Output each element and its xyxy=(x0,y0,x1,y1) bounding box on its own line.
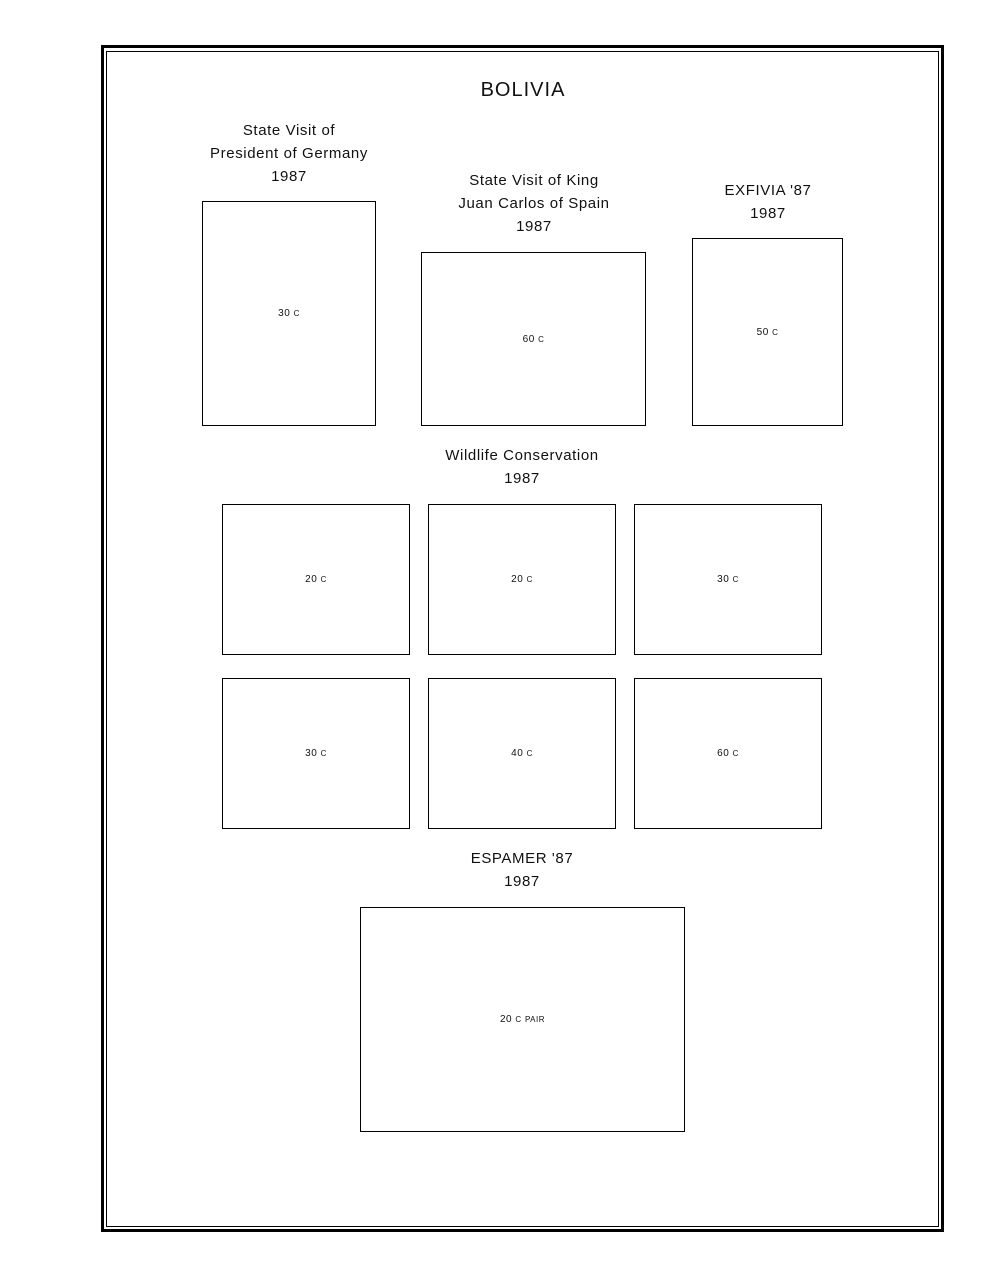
stamp-denomination: 30 C xyxy=(717,574,739,585)
stamp-denomination: 20 C xyxy=(305,574,327,585)
issue-title-line: State Visit of xyxy=(242,122,336,139)
issue-title-line: President of Germany xyxy=(210,145,368,162)
stamp-space xyxy=(222,678,410,829)
stamp-denomination: 60 C xyxy=(522,333,545,345)
issue-title-wildlife xyxy=(412,444,632,490)
page-title: BOLIVIA xyxy=(480,79,566,101)
issue-title-germany xyxy=(189,119,389,188)
issue-title-line: EXFIVIA '87 xyxy=(724,182,812,199)
stamp-space xyxy=(360,907,685,1132)
stamp-denomination: 50 C xyxy=(756,326,779,338)
issue-title-line: State Visit of King xyxy=(469,172,599,189)
stamp-space xyxy=(421,252,646,426)
issue-title-spain xyxy=(424,169,644,238)
stamp-denomination: 40 C xyxy=(511,748,533,759)
stamp-space xyxy=(428,504,616,655)
stamp-denomination: 20 C xyxy=(511,574,533,585)
issue-title-espamer xyxy=(432,847,612,893)
issue-title-line: 1987 xyxy=(516,218,552,235)
stamp-denomination: 20 C PAIR xyxy=(499,1014,546,1025)
stamp-denomination: 30 C xyxy=(305,748,327,759)
issue-title-line: 1987 xyxy=(504,873,540,890)
issue-title-line: Wildlife Conservation xyxy=(445,447,599,464)
stamp-space xyxy=(634,678,822,829)
issue-title-line: 1987 xyxy=(750,205,786,222)
stamp-space xyxy=(428,678,616,829)
issue-title-line: 1987 xyxy=(504,470,540,487)
stamp-space xyxy=(692,238,843,426)
issue-title-exfivia xyxy=(688,179,848,225)
stamp-space xyxy=(634,504,822,655)
issue-title-line: Juan Carlos of Spain xyxy=(458,195,610,212)
issue-title-line: ESPAMER '87 xyxy=(470,850,574,867)
stamp-space xyxy=(202,201,376,426)
stamp-space xyxy=(222,504,410,655)
issue-title-line: 1987 xyxy=(271,168,307,185)
stamp-denomination: 30 C xyxy=(278,308,300,319)
stamp-denomination: 60 C xyxy=(717,748,739,759)
